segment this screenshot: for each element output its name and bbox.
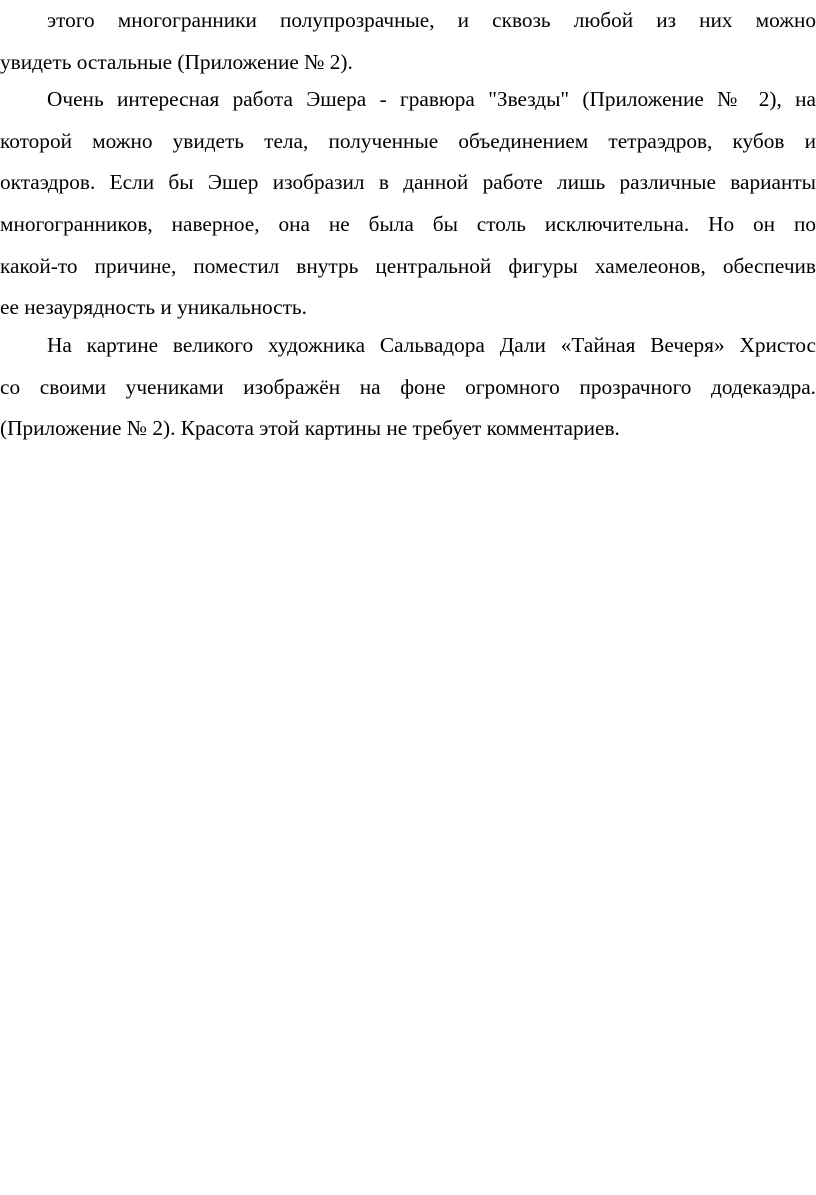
paragraph-3-line-2: со своими учениками изображён на фоне огромного прозрачного додекаэдра. [0, 374, 816, 399]
paragraph-1-line-1: этого многогранники полупрозрачные, и сквозь любой из них можно [47, 8, 816, 32]
paragraph-3-line-3: (Приложение № 2). Красота этой картины не требует комментариев. [0, 416, 620, 441]
paragraph-2-line-2: которой можно увидеть тела, полученные объединением тетраэдров, кубов и [0, 128, 816, 153]
paragraph-3-line-1: На картине великого художника Сальвадора Дали «Тайная Вечеря» Христос [47, 333, 816, 357]
paragraph-2-line-4: многогранников, наверное, она не была бы столь исключительна. Но он по [0, 212, 816, 237]
paragraph-1-line-2: увидеть остальные (Приложение № 2). [0, 49, 353, 74]
paragraph-2 [0, 79, 816, 329]
paragraph-2-line-5: какой-то причине, поместил внутрь центральной фигуры хамелеонов, обеспечив [0, 253, 816, 278]
paragraph-2-line-1: Очень интересная работа Эшера - гравюра "Звезды" (Приложение № 2), на [47, 87, 816, 111]
paragraph-3 [0, 325, 816, 450]
paragraph-2-line-6: ее незаурядность и уникальность. [0, 295, 307, 320]
paragraph-2-line-3: октаэдров. Если бы Эшер изобразил в данной работе лишь различные варианты [0, 170, 816, 195]
paragraph-1 [0, 0, 816, 83]
